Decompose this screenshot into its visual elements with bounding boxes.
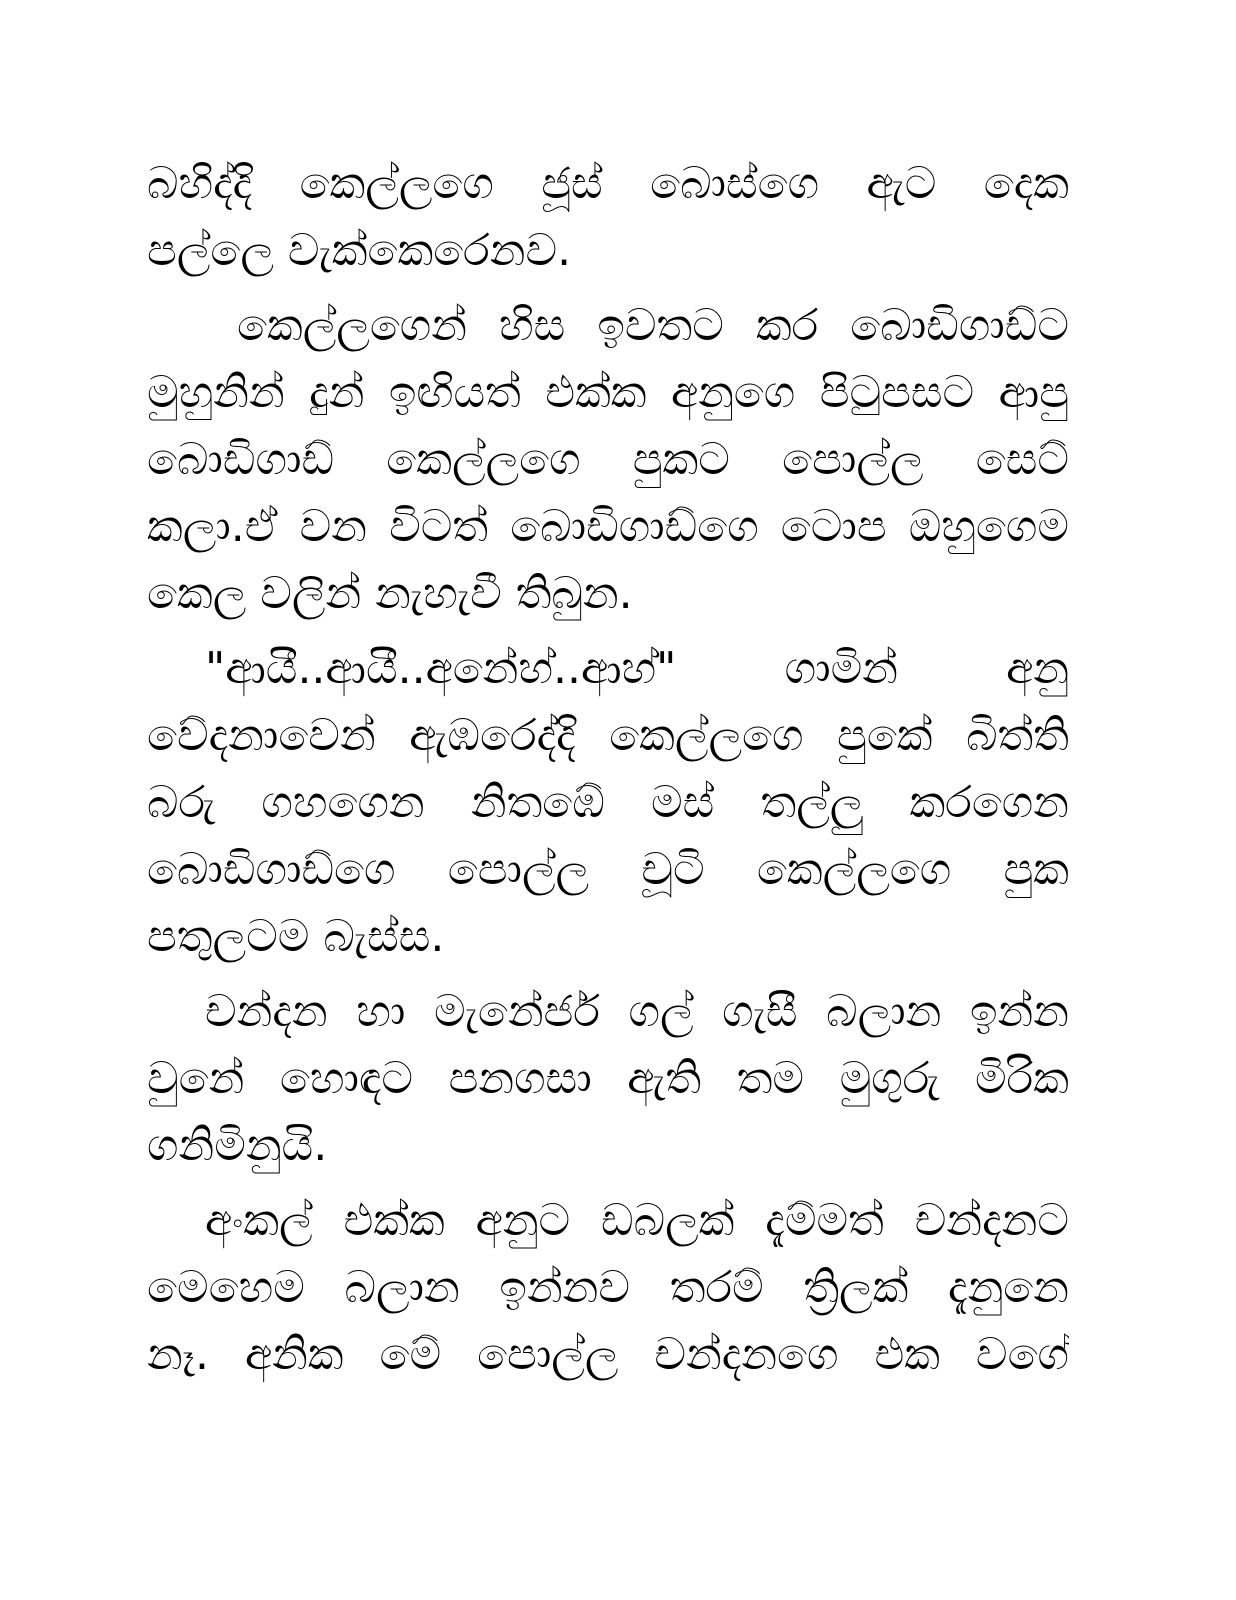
text-line: අංකල් එක්ක අනුට ඩබලක් දැම්මත් චන්දනට bbox=[205, 1195, 1069, 1246]
text-line: කෙල්ලගෙන් හිස ඉවතට කර බොඩිගාඩ්ට bbox=[237, 300, 1069, 351]
text-line: වුනේ හොඳට පනගසා ඇති තම මුගුරු මිරික bbox=[147, 1053, 1069, 1104]
text-line: වේදනාවෙන් ඇඹරෙද්දි කෙල්ලගෙ පුකේ බිත්ති bbox=[147, 710, 1069, 761]
paragraph-2 bbox=[147, 292, 1069, 627]
text-line: පල්ලෙ වැක්කෙරෙනව. bbox=[147, 225, 572, 276]
text-line: බරු ගහගෙන නිතඹේ මස් තල්ලු කරගෙන bbox=[147, 777, 1069, 828]
document-page bbox=[147, 150, 1069, 1410]
text-line: මුහුනින් දුන් ඉඟියත් එක්ක අනුගෙ පිටුපසට ආපු bbox=[147, 367, 1069, 418]
text-line: කලා.ඒ වන විටත් බොඩිගාඩ්ගෙ ටොප ඔහුගෙම bbox=[147, 501, 1069, 552]
text-line: පතුලටම බැස්ස. bbox=[147, 911, 445, 962]
text-line: බහිද්දි කෙල්ලගෙ ජූස් බොස්ගෙ ඇට දෙක bbox=[147, 158, 1069, 209]
text-line: ගනිමිනුයි. bbox=[147, 1120, 328, 1171]
paragraph-5 bbox=[147, 1187, 1069, 1388]
text-line: මෙහෙම බලාන ඉන්නව තරම් ත්‍රිලක් දැනුනෙ bbox=[147, 1262, 1069, 1313]
paragraph-1 bbox=[147, 150, 1069, 284]
text-line: බොඩිගාඩ්ගෙ පොල්ල චූටි කෙල්ලගෙ පුක bbox=[147, 844, 1069, 895]
text-line: චන්දන හා මැනේජර් ගල් ගැසී බලාන ඉන්න bbox=[205, 986, 1069, 1037]
paragraph-3 bbox=[147, 635, 1069, 970]
text-line: නෑ. අනික මේ පොල්ල චන්දනගෙ එක වගේ bbox=[147, 1329, 1069, 1380]
text-line: බොඩිගාඩ් කෙල්ලගෙ පුකට පොල්ල සෙට් bbox=[147, 434, 1069, 485]
text-line: කෙල වලින් නැහැවී තිබුන. bbox=[147, 568, 633, 619]
paragraph-4 bbox=[147, 978, 1069, 1179]
text-line: "ආයී..ආයී..අනේහ්..ආහ්" ගාමින් අනු bbox=[205, 643, 1069, 694]
